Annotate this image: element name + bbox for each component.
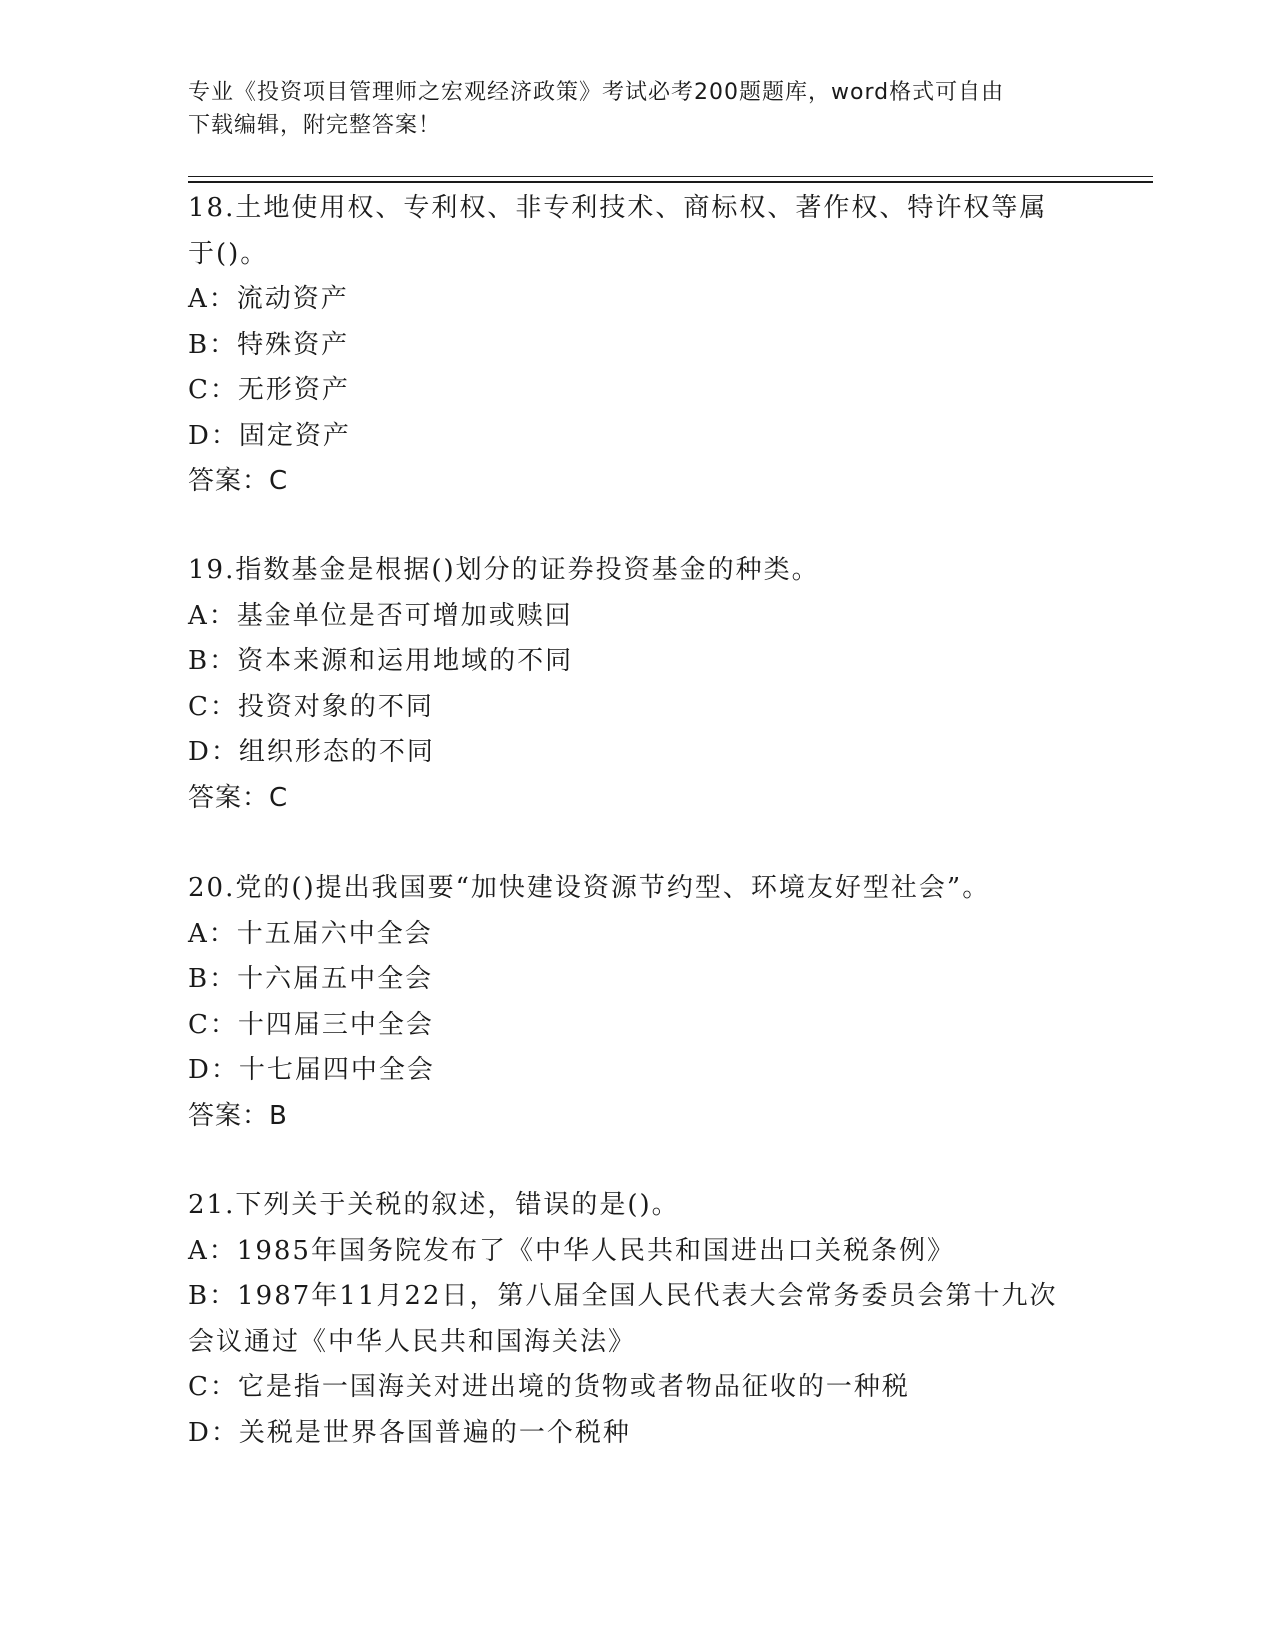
header-line-2: 下载编辑，附完整答案！ bbox=[188, 113, 442, 138]
option-a: A：流动资产 bbox=[188, 284, 349, 314]
option-b: B：1987年11月22日，第八届全国人民代表大会常务委员会第十九次 bbox=[188, 1281, 1058, 1311]
answer: 答案：B bbox=[188, 1100, 288, 1131]
question-stem: 20.党的()提出我国要“加快建设资源节约型、环境友好型社会”。 bbox=[188, 873, 991, 903]
option-a: A：十五届六中全会 bbox=[188, 918, 433, 949]
header-divider-bottom bbox=[188, 181, 1153, 183]
option-d: D：固定资产 bbox=[188, 420, 351, 451]
option-c: C：十四届三中全会 bbox=[188, 1009, 434, 1040]
option-d: D：十七届四中全会 bbox=[188, 1055, 435, 1085]
header-line-1: 专业《投资项目管理师之宏观经济政策》考试必考200题题库，word格式可自由 bbox=[188, 80, 1005, 105]
option-d: D：组织形态的不同 bbox=[188, 737, 435, 767]
header-divider-top bbox=[188, 176, 1153, 177]
option-c: C：投资对象的不同 bbox=[188, 691, 434, 722]
question-stem-continued: 于()。 bbox=[188, 238, 269, 269]
question-stem: 19.指数基金是根据()划分的证券投资基金的种类。 bbox=[188, 555, 820, 585]
question-19 bbox=[188, 548, 1088, 821]
option-b-continued: 会议通过《中华人民共和国海关法》 bbox=[188, 1326, 637, 1357]
question-21 bbox=[188, 1183, 1088, 1456]
answer: 答案：C bbox=[188, 466, 289, 496]
question-18 bbox=[188, 186, 1088, 505]
option-d: D：关税是世界各国普遍的一个税种 bbox=[188, 1417, 631, 1448]
question-20 bbox=[188, 866, 1088, 1139]
option-c: C：它是指一国海关对进出境的货物或者物品征收的一种税 bbox=[188, 1372, 910, 1402]
option-c: C：无形资产 bbox=[188, 375, 350, 405]
question-stem: 18.土地使用权、专利权、非专利技术、商标权、著作权、特许权等属 bbox=[188, 193, 1048, 223]
option-b: B：资本来源和运用地域的不同 bbox=[188, 646, 574, 676]
answer: 答案：C bbox=[188, 782, 289, 813]
option-b: B：特殊资产 bbox=[188, 329, 350, 360]
option-a: A：1985年国务院发布了《中华人民共和国进出口关税条例》 bbox=[188, 1235, 955, 1266]
question-stem: 21.下列关于关税的叙述，错误的是()。 bbox=[188, 1190, 680, 1220]
option-a: A：基金单位是否可增加或赎回 bbox=[188, 600, 573, 631]
option-b: B：十六届五中全会 bbox=[188, 964, 434, 994]
document-header bbox=[188, 76, 1088, 142]
